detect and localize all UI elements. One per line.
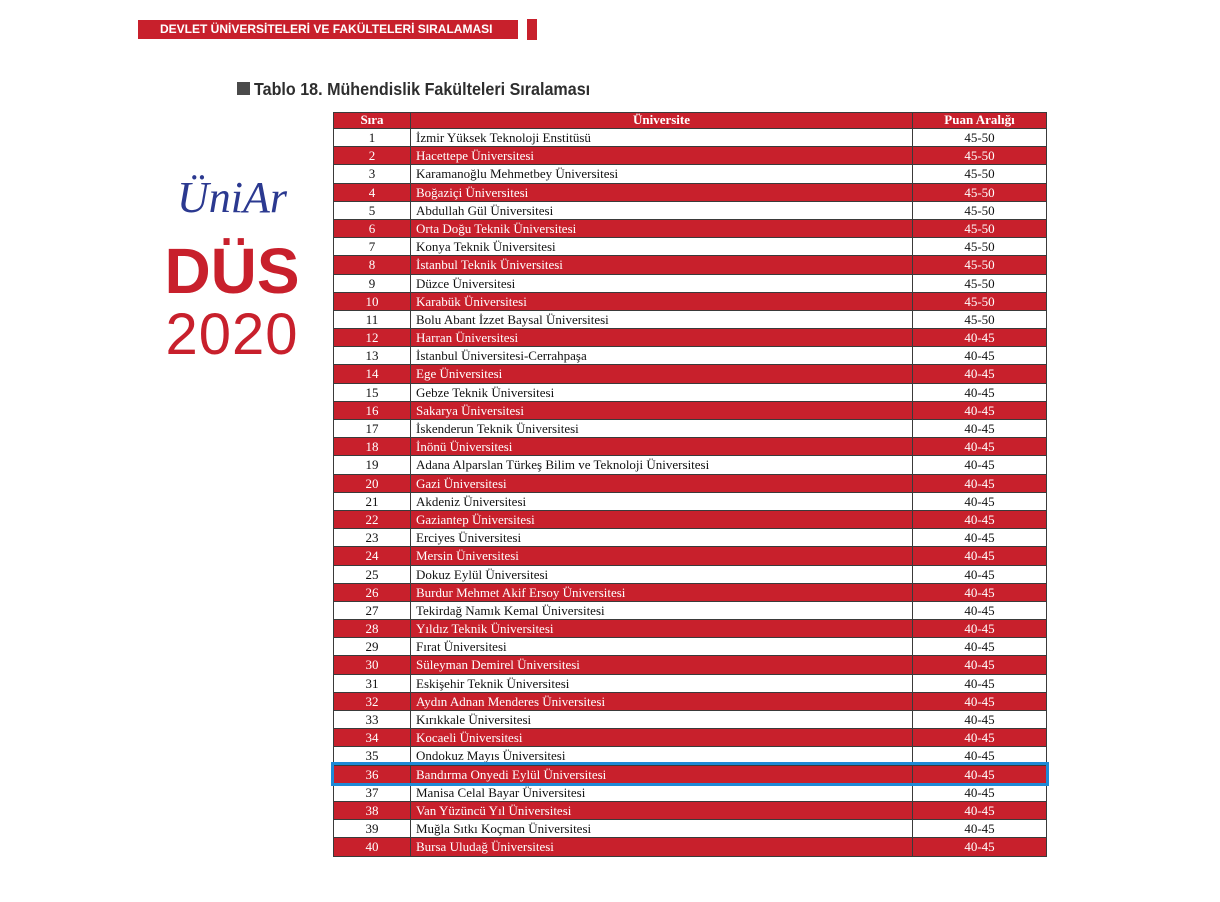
- header-rank: Sıra: [360, 113, 384, 127]
- rank-cell: 23: [365, 530, 379, 546]
- rank-cell: 22: [365, 511, 379, 527]
- table-row: [334, 584, 1046, 602]
- university-cell: Düzce Üniversitesi: [410, 275, 912, 292]
- table-row: [334, 547, 1046, 565]
- table-row: [334, 275, 1046, 293]
- rank-cell: 10: [365, 293, 379, 309]
- score-range-cell: 45-50: [912, 311, 1046, 328]
- university-cell: İzmir Yüksek Teknoloji Enstitüsü: [410, 129, 912, 146]
- score-range-cell: 40-45: [912, 802, 1046, 819]
- table-row: [334, 311, 1046, 329]
- rank-cell: 31: [365, 675, 379, 691]
- rank-cell: 32: [365, 693, 379, 709]
- rank-cell: 11: [365, 311, 379, 327]
- table-row: [334, 638, 1046, 656]
- rank-cell: 19: [365, 457, 379, 473]
- table-row: [334, 620, 1046, 638]
- rank-cell: 40: [365, 839, 379, 855]
- score-range-cell: 45-50: [912, 184, 1046, 201]
- score-range-cell: 40-45: [912, 493, 1046, 510]
- table-row: [334, 402, 1046, 420]
- table-row: [334, 238, 1046, 256]
- score-range-cell: 40-45: [912, 620, 1046, 637]
- score-range-cell: 40-45: [912, 838, 1046, 855]
- university-cell: Hacettepe Üniversitesi: [410, 147, 912, 164]
- university-cell: Van Yüzüncü Yıl Üniversitesi: [410, 802, 912, 819]
- university-cell: Eskişehir Teknik Üniversitesi: [410, 675, 912, 692]
- university-cell: Karabük Üniversitesi: [410, 293, 912, 310]
- rank-cell: 1: [368, 130, 376, 145]
- table-row: [334, 256, 1046, 274]
- table-row: [334, 766, 1046, 784]
- header-university: Üniversite: [410, 113, 912, 128]
- rank-cell: 5: [368, 202, 376, 218]
- university-cell: Bursa Uludağ Üniversitesi: [410, 838, 912, 855]
- score-range-cell: 40-45: [912, 584, 1046, 601]
- logo-brand: ÜniAr: [177, 173, 287, 222]
- logo-word: DÜS: [164, 235, 300, 307]
- score-range-cell: 45-50: [912, 275, 1046, 292]
- uniar-dus-logo: [152, 170, 312, 370]
- university-cell: Fırat Üniversitesi: [410, 638, 912, 655]
- rank-cell: 15: [365, 384, 379, 400]
- score-range-cell: 40-45: [912, 693, 1046, 710]
- table-row: [334, 129, 1046, 147]
- rank-cell: 8: [368, 257, 376, 273]
- university-cell: Orta Doğu Teknik Üniversitesi: [410, 220, 912, 237]
- score-range-cell: 45-50: [912, 202, 1046, 219]
- university-cell: Burdur Mehmet Akif Ersoy Üniversitesi: [410, 584, 912, 601]
- rank-cell: 12: [365, 330, 379, 346]
- table-row: [334, 329, 1046, 347]
- score-range-cell: 40-45: [912, 402, 1046, 419]
- score-range-cell: 40-45: [912, 365, 1046, 382]
- score-range-cell: 40-45: [912, 438, 1046, 455]
- university-cell: Akdeniz Üniversitesi: [410, 493, 912, 510]
- university-cell: Harran Üniversitesi: [410, 329, 912, 346]
- score-range-cell: 45-50: [912, 165, 1046, 182]
- table-header-row: [334, 113, 1046, 129]
- score-range-cell: 45-50: [912, 238, 1046, 255]
- score-range-cell: 40-45: [912, 329, 1046, 346]
- rank-cell: 25: [365, 566, 379, 582]
- square-bullet-icon: [237, 82, 250, 95]
- score-range-cell: 40-45: [912, 475, 1046, 492]
- score-range-cell: 40-45: [912, 711, 1046, 728]
- university-cell: Kırıkkale Üniversitesi: [410, 711, 912, 728]
- university-cell: Erciyes Üniversitesi: [410, 529, 912, 546]
- university-cell: Boğaziçi Üniversitesi: [410, 184, 912, 201]
- score-range-cell: 40-45: [912, 820, 1046, 837]
- table-title-text: Tablo 18. Mühendislik Fakülteleri Sıralaması: [254, 79, 591, 99]
- university-cell: Abdullah Gül Üniversitesi: [410, 202, 912, 219]
- table-row: [334, 511, 1046, 529]
- rank-cell: 33: [365, 712, 379, 727]
- score-range-cell: 40-45: [912, 602, 1046, 619]
- university-cell: Mersin Üniversitesi: [410, 547, 912, 564]
- rank-cell: 9: [368, 275, 376, 291]
- rank-cell: 13: [365, 348, 379, 364]
- rank-cell: 16: [365, 402, 379, 418]
- rank-cell: 3: [368, 166, 376, 182]
- university-cell: Bandırma Onyedi Eylül Üniversitesi: [410, 766, 912, 783]
- university-cell: Karamanoğlu Mehmetbey Üniversitesi: [410, 165, 912, 182]
- rank-cell: 14: [365, 366, 379, 382]
- score-range-cell: 45-50: [912, 147, 1046, 164]
- university-cell: Adana Alparslan Türkeş Bilim ve Teknoloji Üniversitesi: [410, 456, 912, 473]
- table-row: [334, 456, 1046, 474]
- table-row: [334, 184, 1046, 202]
- score-range-cell: 40-45: [912, 747, 1046, 764]
- university-cell: İnönü Üniversitesi: [410, 438, 912, 455]
- university-cell: Gebze Teknik Üniversitesi: [410, 384, 912, 401]
- table-row: [334, 420, 1046, 438]
- score-range-cell: 40-45: [912, 456, 1046, 473]
- rank-cell: 18: [365, 439, 379, 455]
- rank-cell: 39: [365, 821, 379, 837]
- banner-tab-block: [527, 19, 537, 40]
- table-row: [334, 656, 1046, 674]
- rank-cell: 7: [368, 239, 376, 255]
- table-row: [334, 438, 1046, 456]
- university-cell: Konya Teknik Üniversitesi: [410, 238, 912, 255]
- rank-cell: 38: [365, 802, 379, 818]
- table-row: [334, 220, 1046, 238]
- table-row: [334, 147, 1046, 165]
- university-cell: Manisa Celal Bayar Üniversitesi: [410, 784, 912, 801]
- score-range-cell: 40-45: [912, 784, 1046, 801]
- university-cell: Yıldız Teknik Üniversitesi: [410, 620, 912, 637]
- score-range-cell: 40-45: [912, 566, 1046, 583]
- table-row: [334, 347, 1046, 365]
- score-range-cell: 40-45: [912, 675, 1046, 692]
- rank-cell: 37: [365, 784, 379, 800]
- rank-cell: 2: [368, 148, 376, 164]
- university-cell: İskenderun Teknik Üniversitesi: [410, 420, 912, 437]
- header-score-range: Puan Aralığı: [912, 113, 1046, 128]
- rank-cell: 4: [368, 184, 376, 200]
- university-cell: İstanbul Üniversitesi-Cerrahpaşa: [410, 347, 912, 364]
- rank-cell: 29: [365, 639, 379, 655]
- university-cell: Tekirdağ Namık Kemal Üniversitesi: [410, 602, 912, 619]
- university-cell: Gaziantep Üniversitesi: [410, 511, 912, 528]
- table-row: [334, 602, 1046, 620]
- logo-year: 2020: [165, 302, 299, 367]
- table-row: [334, 729, 1046, 747]
- table-row: [334, 365, 1046, 383]
- table-row: [334, 384, 1046, 402]
- score-range-cell: 45-50: [912, 293, 1046, 310]
- score-range-cell: 45-50: [912, 256, 1046, 273]
- university-cell: Süleyman Demirel Üniversitesi: [410, 656, 912, 673]
- table-body: [334, 129, 1046, 857]
- score-range-cell: 40-45: [912, 766, 1046, 783]
- rank-cell: 27: [365, 602, 379, 618]
- table-row: [334, 838, 1046, 856]
- score-range-cell: 40-45: [912, 420, 1046, 437]
- ranking-table: [333, 112, 1047, 857]
- table-row: [334, 202, 1046, 220]
- section-banner: [138, 20, 518, 39]
- score-range-cell: 40-45: [912, 347, 1046, 364]
- rank-cell: 35: [365, 748, 379, 764]
- university-cell: Bolu Abant İzzet Baysal Üniversitesi: [410, 311, 912, 328]
- university-cell: Sakarya Üniversitesi: [410, 402, 912, 419]
- table-row: [334, 566, 1046, 584]
- university-cell: Gazi Üniversitesi: [410, 475, 912, 492]
- university-cell: Aydın Adnan Menderes Üniversitesi: [410, 693, 912, 710]
- score-range-cell: 45-50: [912, 220, 1046, 237]
- table-row: [334, 820, 1046, 838]
- rank-cell: 24: [365, 548, 379, 564]
- score-range-cell: 40-45: [912, 547, 1046, 564]
- table-row: [334, 675, 1046, 693]
- university-cell: Ege Üniversitesi: [410, 365, 912, 382]
- rank-cell: 20: [365, 475, 379, 491]
- score-range-cell: 40-45: [912, 656, 1046, 673]
- table-row: [334, 802, 1046, 820]
- score-range-cell: 40-45: [912, 638, 1046, 655]
- score-range-cell: 40-45: [912, 511, 1046, 528]
- score-range-cell: 40-45: [912, 529, 1046, 546]
- score-range-cell: 45-50: [912, 129, 1046, 146]
- rank-cell: 34: [365, 730, 379, 746]
- score-range-cell: 40-45: [912, 729, 1046, 746]
- table-row: [334, 693, 1046, 711]
- rank-cell: 28: [365, 621, 379, 637]
- score-range-cell: 40-45: [912, 384, 1046, 401]
- university-cell: Ondokuz Mayıs Üniversitesi: [410, 747, 912, 764]
- rank-cell: 30: [365, 657, 379, 673]
- section-banner-text: DEVLET ÜNİVERSİTELERİ VE FAKÜLTELERİ SIRALAMASI: [160, 22, 493, 36]
- rank-cell: 26: [365, 584, 379, 600]
- university-cell: Muğla Sıtkı Koçman Üniversitesi: [410, 820, 912, 837]
- table-row: [334, 165, 1046, 183]
- rank-cell: 17: [365, 421, 379, 436]
- table-row: [334, 747, 1046, 765]
- university-cell: İstanbul Teknik Üniversitesi: [410, 256, 912, 273]
- table-row: [334, 293, 1046, 311]
- rank-cell: 36: [365, 766, 379, 782]
- table-row: [334, 493, 1046, 511]
- rank-cell: 21: [365, 493, 379, 509]
- table-row: [334, 529, 1046, 547]
- table-title: [237, 79, 657, 99]
- table-row: [334, 784, 1046, 802]
- table-row: [334, 711, 1046, 729]
- university-cell: Dokuz Eylül Üniversitesi: [410, 566, 912, 583]
- table-row: [334, 475, 1046, 493]
- university-cell: Kocaeli Üniversitesi: [410, 729, 912, 746]
- rank-cell: 6: [368, 220, 376, 236]
